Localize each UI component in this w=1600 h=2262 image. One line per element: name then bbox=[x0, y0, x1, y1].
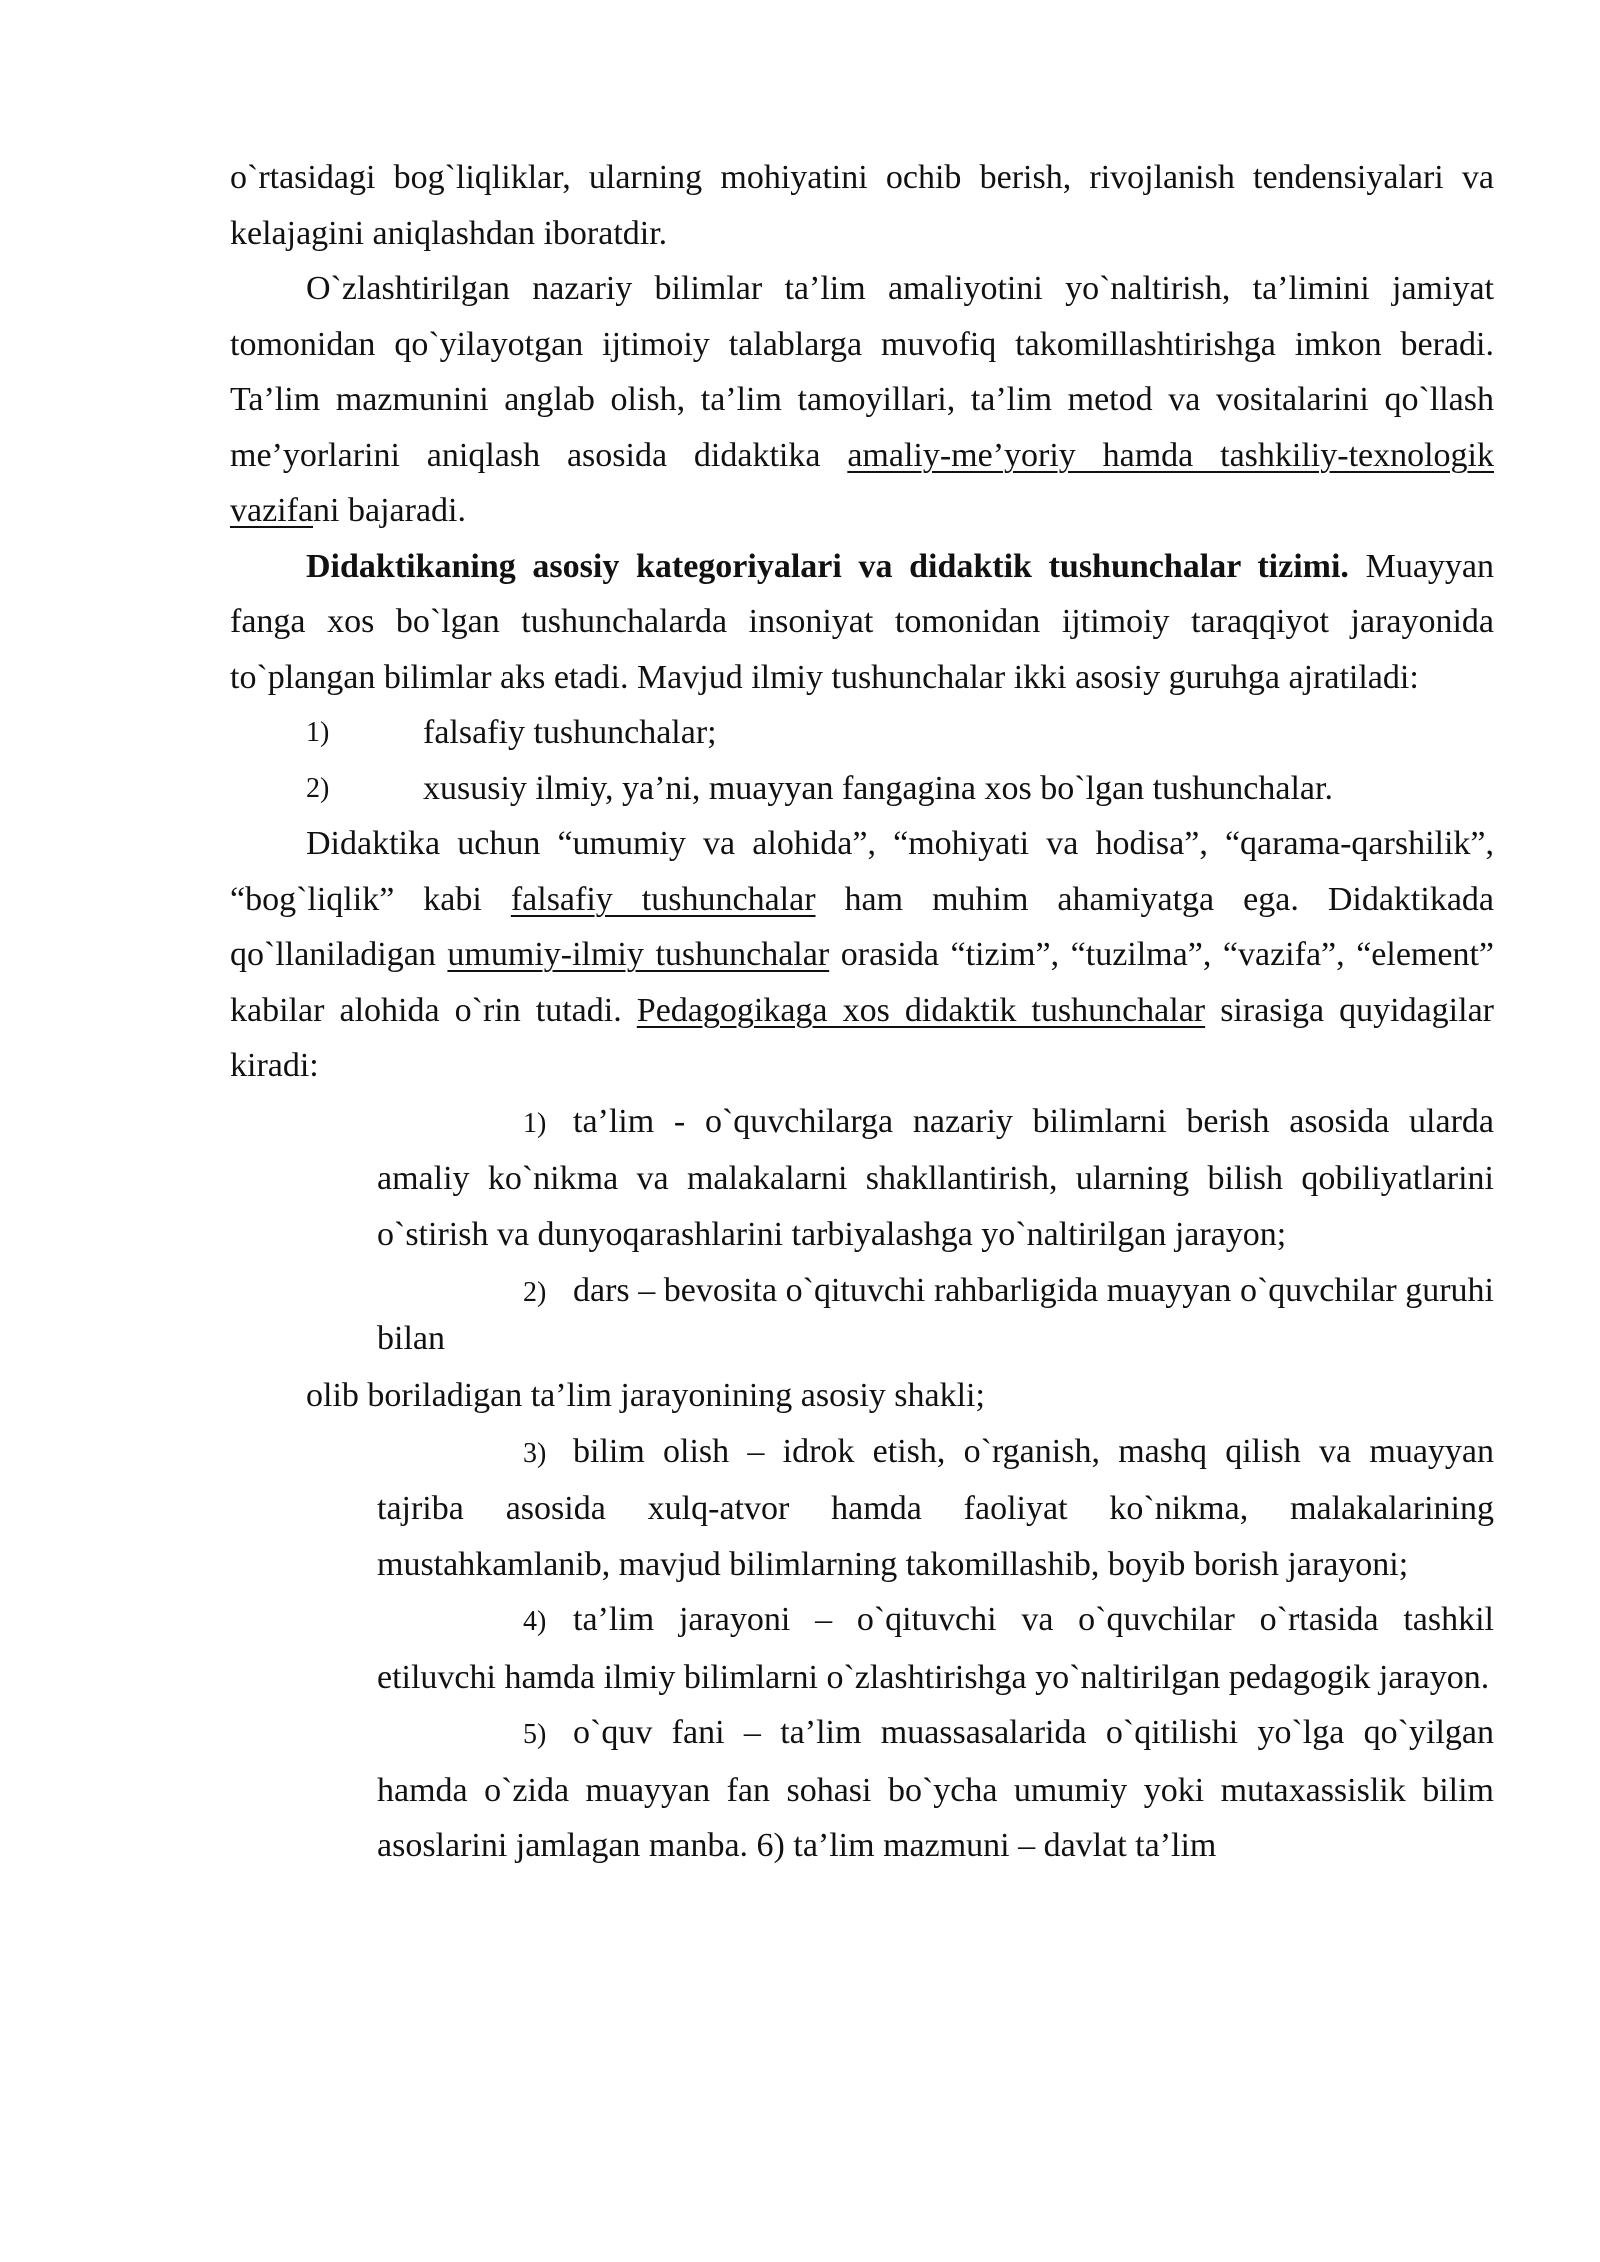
paragraph-4-text-b: ham muhim ahamiyatga ega. Didaktikada qo`llaniladigan bbox=[230, 880, 1494, 973]
list-item bbox=[230, 705, 1494, 761]
list-item-text: falsafiy tushunchalar; bbox=[423, 714, 717, 751]
list-item-text: xususiy ilmiy, ya’ni, muayyan fangagina xos bo`lgan tushunchalar. bbox=[423, 769, 1333, 807]
list-item bbox=[230, 1592, 1494, 1705]
list-number: 4) bbox=[523, 1606, 547, 1637]
list-item bbox=[230, 1094, 1494, 1263]
list-item-text: o`quv fani – ta’lim muassasalarida o`qitilishi yo`lga qo`yilgan hamda o`zida muayyan fan sohasi bo`ycha umumiy yoki mutaxassislik bilim asoslarini jamlagan manba. 6) ta’lim mazmuni – davlat ta’lim bbox=[377, 1714, 1494, 1864]
list-continuation: olib boriladigan ta’lim jarayonining asosiy shakli; bbox=[306, 1377, 985, 1414]
underlined-term-umumiy-ilmiy: umumiy-ilmiy tushunchalar bbox=[447, 936, 830, 973]
list-item bbox=[230, 1424, 1494, 1593]
list-number: 2) bbox=[523, 1277, 547, 1308]
list-number: 1) bbox=[523, 1107, 547, 1139]
paragraph-2-underlined: amaliy-me’yoriy hamda tashkiliy-texnologik vazifa bbox=[230, 436, 1494, 529]
paragraph-4 bbox=[230, 816, 1494, 1094]
paragraph-2-text-a: O`zlashtirilgan nazariy bilimlar ta’lim amaliyotini yo`naltirish, ta’limini jamiyat tomonidan qo`yilayotgan ijtimoiy talablarga muvofiq takomillashtirishga imkon beradi. Ta’lim mazmunini anglab olish, ta’lim tamoyillari, ta’lim metod va vositalarini qo`llash me’yorlarini aniqlash asosida didaktika bbox=[230, 270, 1494, 474]
list-number: 5) bbox=[523, 1719, 547, 1750]
paragraph-2 bbox=[230, 261, 1494, 539]
list-item bbox=[230, 1705, 1494, 1874]
paragraph-4-text-a: Didaktika uchun “umumiy va alohida”, “mohiyati va hodisa”, “qarama-qarshilik”, “bog`liqlik” kabi bbox=[230, 825, 1494, 918]
list-item-text: bilim olish – idrok etish, o`rganish, mashq qilish va muayyan tajriba asosida xulq-atvor hamda faoliyat ko`nikma, malakalarining mustahkamlanib, mavjud bilimlarning takomillashib, boyib borish jarayoni; bbox=[377, 1432, 1494, 1583]
list-number: 2) bbox=[306, 772, 330, 804]
list-item-text: ta’lim - o`quvchilarga nazariy bilimlarni berish asosida ularda amaliy ko`nikma va malakalarni shakllantirish, ularning bilish qobiliyatlarini o`stirish va dunyoqarashlarini tarbiyalashga yo`naltirilgan jarayon; bbox=[377, 1102, 1494, 1253]
section-heading: Didaktikaning asosiy kategoriyalari va didaktik tushunchalar tizimi. bbox=[306, 547, 1349, 585]
paragraph-4-text-c: orasida “tizim”, “tuzilma”, “vazifa”, “element” kabilar alohida o`rin tutadi. bbox=[230, 936, 1494, 1029]
list-number: 1) bbox=[306, 717, 330, 748]
paragraph-1: o`rtasidagi bog`liqliklar, ularning mohiyatini ochib berish, rivojlanish tendensiyalari va kelajagini aniqlashdan iboratdir. bbox=[230, 159, 1494, 252]
paragraph-3 bbox=[230, 539, 1494, 706]
list-item bbox=[230, 761, 1494, 817]
list-item-text: ta’lim jarayoni – o`qituvchi va o`quvchilar o`rtasida tashkil etiluvchi hamda ilmiy bilimlarni o`zlashtirishga yo`naltirilgan pedagogik jarayon. bbox=[377, 1601, 1494, 1696]
document-page bbox=[230, 150, 1494, 1874]
list-item-text: dars – bevosita o`qituvchi rahbarligida muayyan o`quvchilar guruhi bilan bbox=[377, 1272, 1494, 1357]
underlined-term-pedagogik: Pedagogikaga xos didaktik tushunchalar bbox=[636, 991, 1206, 1029]
list-item bbox=[230, 1268, 1494, 1362]
paragraph-2-text-b: ni bajaradi. bbox=[313, 492, 466, 529]
paragraph-3-text: Muayyan fanga xos bo`lgan tushunchalarda insoniyat tomonidan ijtimoiy taraqqiyot jarayonida to`plangan bilimlar aks etadi. Mavjud ilmiy tushunchalar ikki asosiy guruhga ajratiladi: bbox=[230, 547, 1494, 696]
paragraph-4-text-d: sirasiga quyidagilar kiradi: bbox=[230, 991, 1494, 1084]
list-number: 3) bbox=[523, 1437, 547, 1469]
underlined-term-falsafiy: falsafiy tushunchalar bbox=[510, 880, 816, 918]
